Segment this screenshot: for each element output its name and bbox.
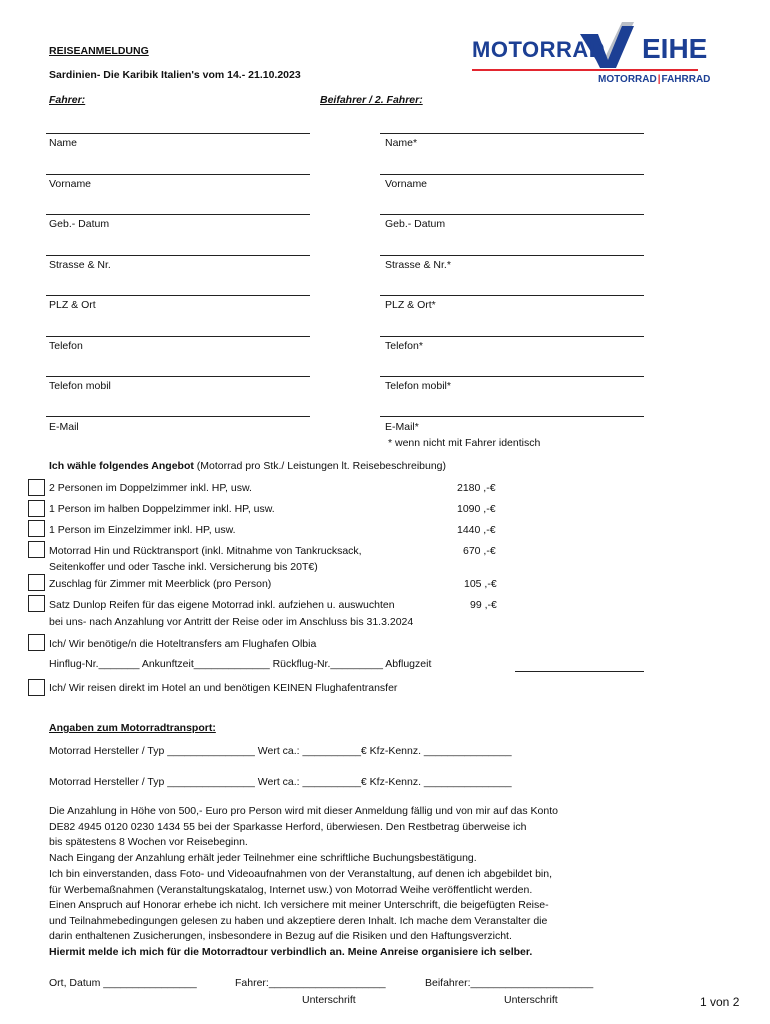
passenger-heading: Beifahrer / 2. Fahrer: [320,94,423,106]
consent-line-2: für Werbemaßnahmen (Veranstaltungskatalog, Internet usw.) von Motorrad Weihe veröffentlicht werden. [49,883,533,896]
passenger-note: * wenn nicht mit Fahrer identisch [388,437,541,449]
passenger-firstname-line[interactable] [380,174,644,175]
logo-tag-left: MOTORRAD [598,74,657,85]
offer-checkbox-transport[interactable] [28,541,45,558]
form-title: REISEANMELDUNG [49,45,149,57]
offer-checkbox-double-room[interactable] [28,479,45,496]
passenger-mobile-line[interactable] [380,376,644,377]
passenger-city-line[interactable] [380,295,644,296]
transfer-label-yes: Ich/ Wir benötige/n die Hoteltransfers am Flughafen Olbia [49,638,317,650]
driver-city-line[interactable] [46,295,310,296]
consent-line-1: Ich bin einverstanden, dass Foto- und Videoaufnahmen von der Veranstaltung, auf denen ich abgebildet bin, [49,868,552,880]
transport-row-2[interactable]: Motorrad Hersteller / Typ _______________ Wert ca.: __________€ Kfz-Kennz. _______________ [49,776,512,788]
logo-word-eihe: EIHE [642,33,708,64]
company-logo [472,22,722,92]
offer-heading [49,460,446,472]
offer-label-tyres-cont: bei uns- nach Anzahlung vor Antritt der Reise oder im Anschluss bis 31.3.2024 [49,616,414,628]
passenger-name-line[interactable] [380,133,644,134]
driver-street-label: Strasse & Nr. [49,259,111,271]
passenger-firstname-label: Vorname [385,178,428,190]
transfer-checkbox-no[interactable] [28,679,45,696]
signature-place-date[interactable]: Ort, Datum ________________ [49,977,197,989]
consent-line-4: und Teilnahmebedingungen gelesen zu haben und akzeptiere deren Inhalt. Ich mache dem Veranstalter die [49,914,548,927]
offer-checkbox-seaview[interactable] [28,574,45,591]
offer-label-half-double: 1 Person im halben Doppelzimmer inkl. HP, usw. [49,503,275,515]
offer-price-tyres: 99 ,-€ [470,599,497,611]
payment-line-3: bis spätestens 8 Wochen vor Reisebeginn. [49,836,248,848]
departure-time-line[interactable] [515,671,644,672]
signature-driver[interactable]: Fahrer:____________________ [235,977,386,989]
logo-word-motorrad: MOTORRAD [472,37,606,62]
driver-name-line[interactable] [46,133,310,134]
driver-heading: Fahrer: [49,94,86,106]
offer-label-single-room: 1 Person im Einzelzimmer inkl. HP, usw. [49,524,236,536]
signature-passenger-caption: Unterschrift [504,994,558,1006]
payment-line-2: DE82 4945 0120 0230 1434 55 bei der Sparkasse Herford, überwiesen. Den Restbetrag überweise ich [49,820,527,833]
logo-tag-sep: | [657,74,661,85]
consent-line-5: darin enthaltenen Zusicherungen, insbesondere in Bezug auf die Risiken und den Haftungsverzicht. [49,930,512,942]
payment-line-1: Die Anzahlung in Höhe von 500,- Euro pro Person wird mit dieser Anmeldung fällig und von mir auf das Konto [49,805,558,817]
passenger-street-label: Strasse & Nr.* [385,259,451,271]
offer-checkbox-tyres[interactable] [28,595,45,612]
driver-firstname-line[interactable] [46,174,310,175]
driver-email-label: E-Mail [49,421,79,433]
offer-heading-bold: Ich wähle folgendes Angebot [49,460,194,472]
logo-tag-right: FAHRRAD [661,74,711,85]
passenger-email-label: E-Mail* [385,421,419,433]
payment-paragraph [49,804,558,866]
driver-city-label: PLZ & Ort [49,299,96,311]
driver-name-label: Name [49,137,78,149]
passenger-birthdate-label: Geb.- Datum [385,218,446,230]
offer-price-single-room: 1440 ,-€ [457,524,496,536]
offer-price-transport: 670 ,-€ [463,545,496,557]
consent-line-3: Einen Anspruch auf Honorar erhebe ich nicht. Ich versichere mit meiner Unterschrift, die beigefügten Reise- [49,899,549,911]
driver-email-line[interactable] [46,416,310,417]
transfer-checkbox-yes[interactable] [28,634,45,651]
transport-heading: Angaben zum Motorradtransport: [49,722,216,734]
offer-checkbox-half-double[interactable] [28,500,45,517]
offer-heading-rest: (Motorrad pro Stk./ Leistungen lt. Reisebeschreibung) [196,460,447,472]
driver-birthdate-line[interactable] [46,214,310,215]
offer-price-double-room: 2180 ,-€ [457,482,496,494]
offer-label-transport: Motorrad Hin und Rücktransport (inkl. Mitnahme von Tankrucksack, [49,545,362,557]
logo-tagline [598,74,710,85]
passenger-name-label: Name* [385,137,418,149]
driver-street-line[interactable] [46,255,310,256]
offer-label-tyres: Satz Dunlop Reifen für das eigene Motorrad inkl. aufziehen u. auswuchten [49,599,395,611]
signature-passenger[interactable]: Beifahrer:_____________________ [425,977,594,989]
passenger-phone-label: Telefon* [385,340,423,352]
driver-mobile-line[interactable] [46,376,310,377]
passenger-city-label: PLZ & Ort* [385,299,436,311]
transport-row-1[interactable]: Motorrad Hersteller / Typ _______________ Wert ca.: __________€ Kfz-Kennz. _______________ [49,745,512,757]
signature-driver-caption: Unterschrift [302,994,356,1006]
driver-phone-label: Telefon [49,340,83,352]
consent-paragraph [49,867,552,960]
transfer-label-no: Ich/ Wir reisen direkt im Hotel an und benötigen KEINEN Flughafentransfer [49,682,398,694]
offer-price-seaview: 105 ,-€ [464,578,497,590]
flight-info-line[interactable]: Hinflug-Nr._______ Ankunftzeit_____________ Rückflug-Nr._________ Abflugzeit [49,658,432,670]
passenger-mobile-label: Telefon mobil* [385,380,451,392]
offer-checkbox-single-room[interactable] [28,520,45,537]
trip-subtitle: Sardinien- Die Karibik Italien's vom 14.- 21.10.2023 [49,69,301,81]
payment-line-4: Nach Eingang der Anzahlung erhält jeder Teilnehmer eine schriftliche Buchungsbestätigung. [49,851,477,864]
page-indicator: 1 von 2 [700,995,740,1009]
passenger-street-line[interactable] [380,255,644,256]
passenger-email-line[interactable] [380,416,644,417]
passenger-phone-line[interactable] [380,336,644,337]
driver-mobile-label: Telefon mobil [49,380,111,392]
driver-phone-line[interactable] [46,336,310,337]
offer-price-half-double: 1090 ,-€ [457,503,496,515]
offer-label-seaview: Zuschlag für Zimmer mit Meerblick (pro Person) [49,578,272,590]
binding-statement: Hiermit melde ich mich für die Motorradtour verbindlich an. Meine Anreise organisiere ich selber. [49,945,533,958]
offer-label-double-room: 2 Personen im Doppelzimmer inkl. HP, usw. [49,482,252,494]
driver-firstname-label: Vorname [49,178,92,190]
driver-birthdate-label: Geb.- Datum [49,218,110,230]
offer-label-transport-cont: Seitenkoffer und oder Tasche inkl. Versicherung bis 20T€) [49,561,318,573]
passenger-birthdate-line[interactable] [380,214,644,215]
